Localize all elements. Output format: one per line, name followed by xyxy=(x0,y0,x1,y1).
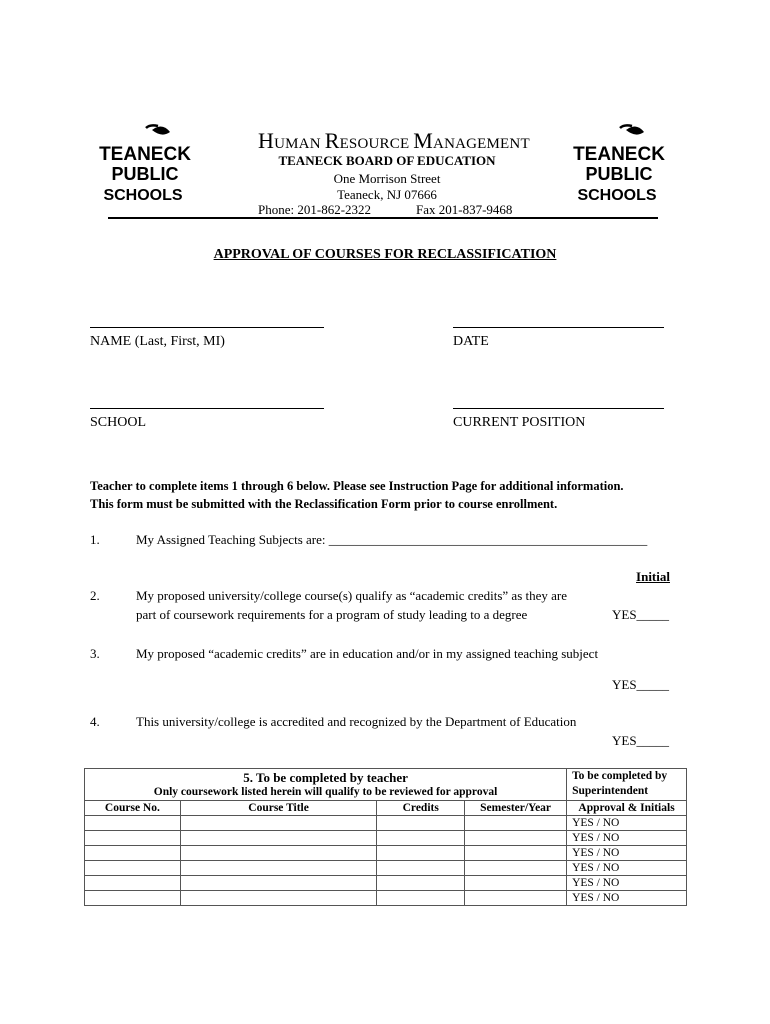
course-no-cell[interactable] xyxy=(85,831,181,846)
instructions xyxy=(90,477,710,513)
logo-line1: TEANECK xyxy=(573,144,665,165)
courses-table xyxy=(84,768,687,906)
date-input-line[interactable] xyxy=(453,327,664,328)
column-header-course-no: Course No. xyxy=(85,801,181,816)
board-name: TEANECK BOARD OF EDUCATION xyxy=(278,153,496,168)
initial-column-label: Initial xyxy=(636,569,670,584)
phone-number: Phone: 201-862-2322 xyxy=(258,202,372,217)
credits-cell[interactable] xyxy=(377,861,465,876)
semester-year-cell[interactable] xyxy=(465,846,567,861)
table-row xyxy=(85,861,687,876)
item-number: 2. xyxy=(90,588,100,603)
table-row xyxy=(85,846,687,861)
credits-cell[interactable] xyxy=(377,876,465,891)
assigned-subjects-field[interactable]: My Assigned Teaching Subjects are: _________________________________________________ xyxy=(136,532,648,547)
table-caption xyxy=(85,769,567,801)
school-input-line[interactable] xyxy=(90,408,324,409)
department-title: HUMAN RESOURCE MANAGEMENT xyxy=(258,128,530,153)
semester-year-cell[interactable] xyxy=(465,816,567,831)
table-row xyxy=(85,816,687,831)
approval-cell: YES / NO xyxy=(567,831,687,846)
position-input-line[interactable] xyxy=(453,408,664,409)
course-title-cell[interactable] xyxy=(180,891,377,906)
course-title-cell[interactable] xyxy=(180,846,377,861)
instructions-line1: Teacher to complete items 1 through 6 below. Please see Instruction Page for additional information. xyxy=(90,479,624,493)
yes-initial-field[interactable]: YES_____ xyxy=(612,733,670,748)
item-number: 1. xyxy=(90,532,100,547)
column-header-semester-year: Semester/Year xyxy=(465,801,567,816)
semester-year-cell[interactable] xyxy=(465,861,567,876)
logo-line3: SCHOOLS xyxy=(577,187,657,204)
approval-cell: YES / NO xyxy=(567,876,687,891)
credits-cell[interactable] xyxy=(377,846,465,861)
teaneck-public-schools-logo-left xyxy=(99,122,191,220)
item-text: This university/college is accredited and recognized by the Department of Education xyxy=(136,714,577,729)
course-no-cell[interactable] xyxy=(85,861,181,876)
header-divider xyxy=(108,217,658,219)
school-label: SCHOOL xyxy=(90,415,147,430)
logo-line1: TEANECK xyxy=(99,144,191,165)
instructions-line2: This form must be submitted with the Reclassification Form prior to course enrollment. xyxy=(90,497,558,511)
teaneck-public-schools-logo-right xyxy=(573,122,665,220)
position-label: CURRENT POSITION xyxy=(453,415,586,430)
yes-initial-field[interactable]: YES_____ xyxy=(612,607,670,622)
table-row xyxy=(85,876,687,891)
logo-line2: PUBLIC xyxy=(111,164,179,184)
column-header-approval: Approval & Initials xyxy=(567,801,687,816)
approval-cell: YES / NO xyxy=(567,891,687,906)
apple-logo-icon xyxy=(99,122,191,220)
table-caption-title: 5. To be completed by teacher xyxy=(243,770,408,785)
item-text: My proposed university/college course(s) qualify as “academic credits” as they are xyxy=(136,588,567,603)
name-input-line[interactable] xyxy=(90,327,324,328)
table-row xyxy=(85,831,687,846)
name-label: NAME (Last, First, MI) xyxy=(90,334,225,349)
semester-year-cell[interactable] xyxy=(465,876,567,891)
yes-initial-field[interactable]: YES_____ xyxy=(612,677,670,692)
approval-cell: YES / NO xyxy=(567,816,687,831)
semester-year-cell[interactable] xyxy=(465,891,567,906)
logo-line3: SCHOOLS xyxy=(103,187,183,204)
course-title-cell[interactable] xyxy=(180,831,377,846)
course-no-cell[interactable] xyxy=(85,816,181,831)
street-address: One Morrison Street xyxy=(333,171,441,186)
approval-cell: YES / NO xyxy=(567,861,687,876)
item-text: My proposed “academic credits” are in education and/or in my assigned teaching subject xyxy=(136,646,599,661)
course-title-cell[interactable] xyxy=(180,861,377,876)
logo-line2: PUBLIC xyxy=(585,164,653,184)
credits-cell[interactable] xyxy=(377,816,465,831)
column-header-credits: Credits xyxy=(377,801,465,816)
city-address: Teaneck, NJ 07666 xyxy=(337,187,437,202)
date-label: DATE xyxy=(453,334,489,349)
fax-number: Fax 201-837-9468 xyxy=(416,202,513,217)
apple-logo-icon xyxy=(573,122,665,220)
item-text: part of coursework requirements for a program of study leading to a degree xyxy=(136,607,528,622)
column-header-course-title: Course Title xyxy=(180,801,377,816)
course-title-cell[interactable] xyxy=(180,816,377,831)
item-number: 3. xyxy=(90,646,100,661)
course-no-cell[interactable] xyxy=(85,876,181,891)
approval-cell: YES / NO xyxy=(567,846,687,861)
item-number: 4. xyxy=(90,714,100,729)
course-no-cell[interactable] xyxy=(85,846,181,861)
credits-cell[interactable] xyxy=(377,891,465,906)
credits-cell[interactable] xyxy=(377,831,465,846)
form-title: APPROVAL OF COURSES FOR RECLASSIFICATION xyxy=(213,247,557,262)
table-caption-subtitle: Only coursework listed herein will qualify to be reviewed for approval xyxy=(153,786,498,798)
course-title-cell[interactable] xyxy=(180,876,377,891)
course-no-cell[interactable] xyxy=(85,891,181,906)
semester-year-cell[interactable] xyxy=(465,831,567,846)
table-row xyxy=(85,891,687,906)
superintendent-header: To be completed by Superintendent xyxy=(567,769,687,801)
